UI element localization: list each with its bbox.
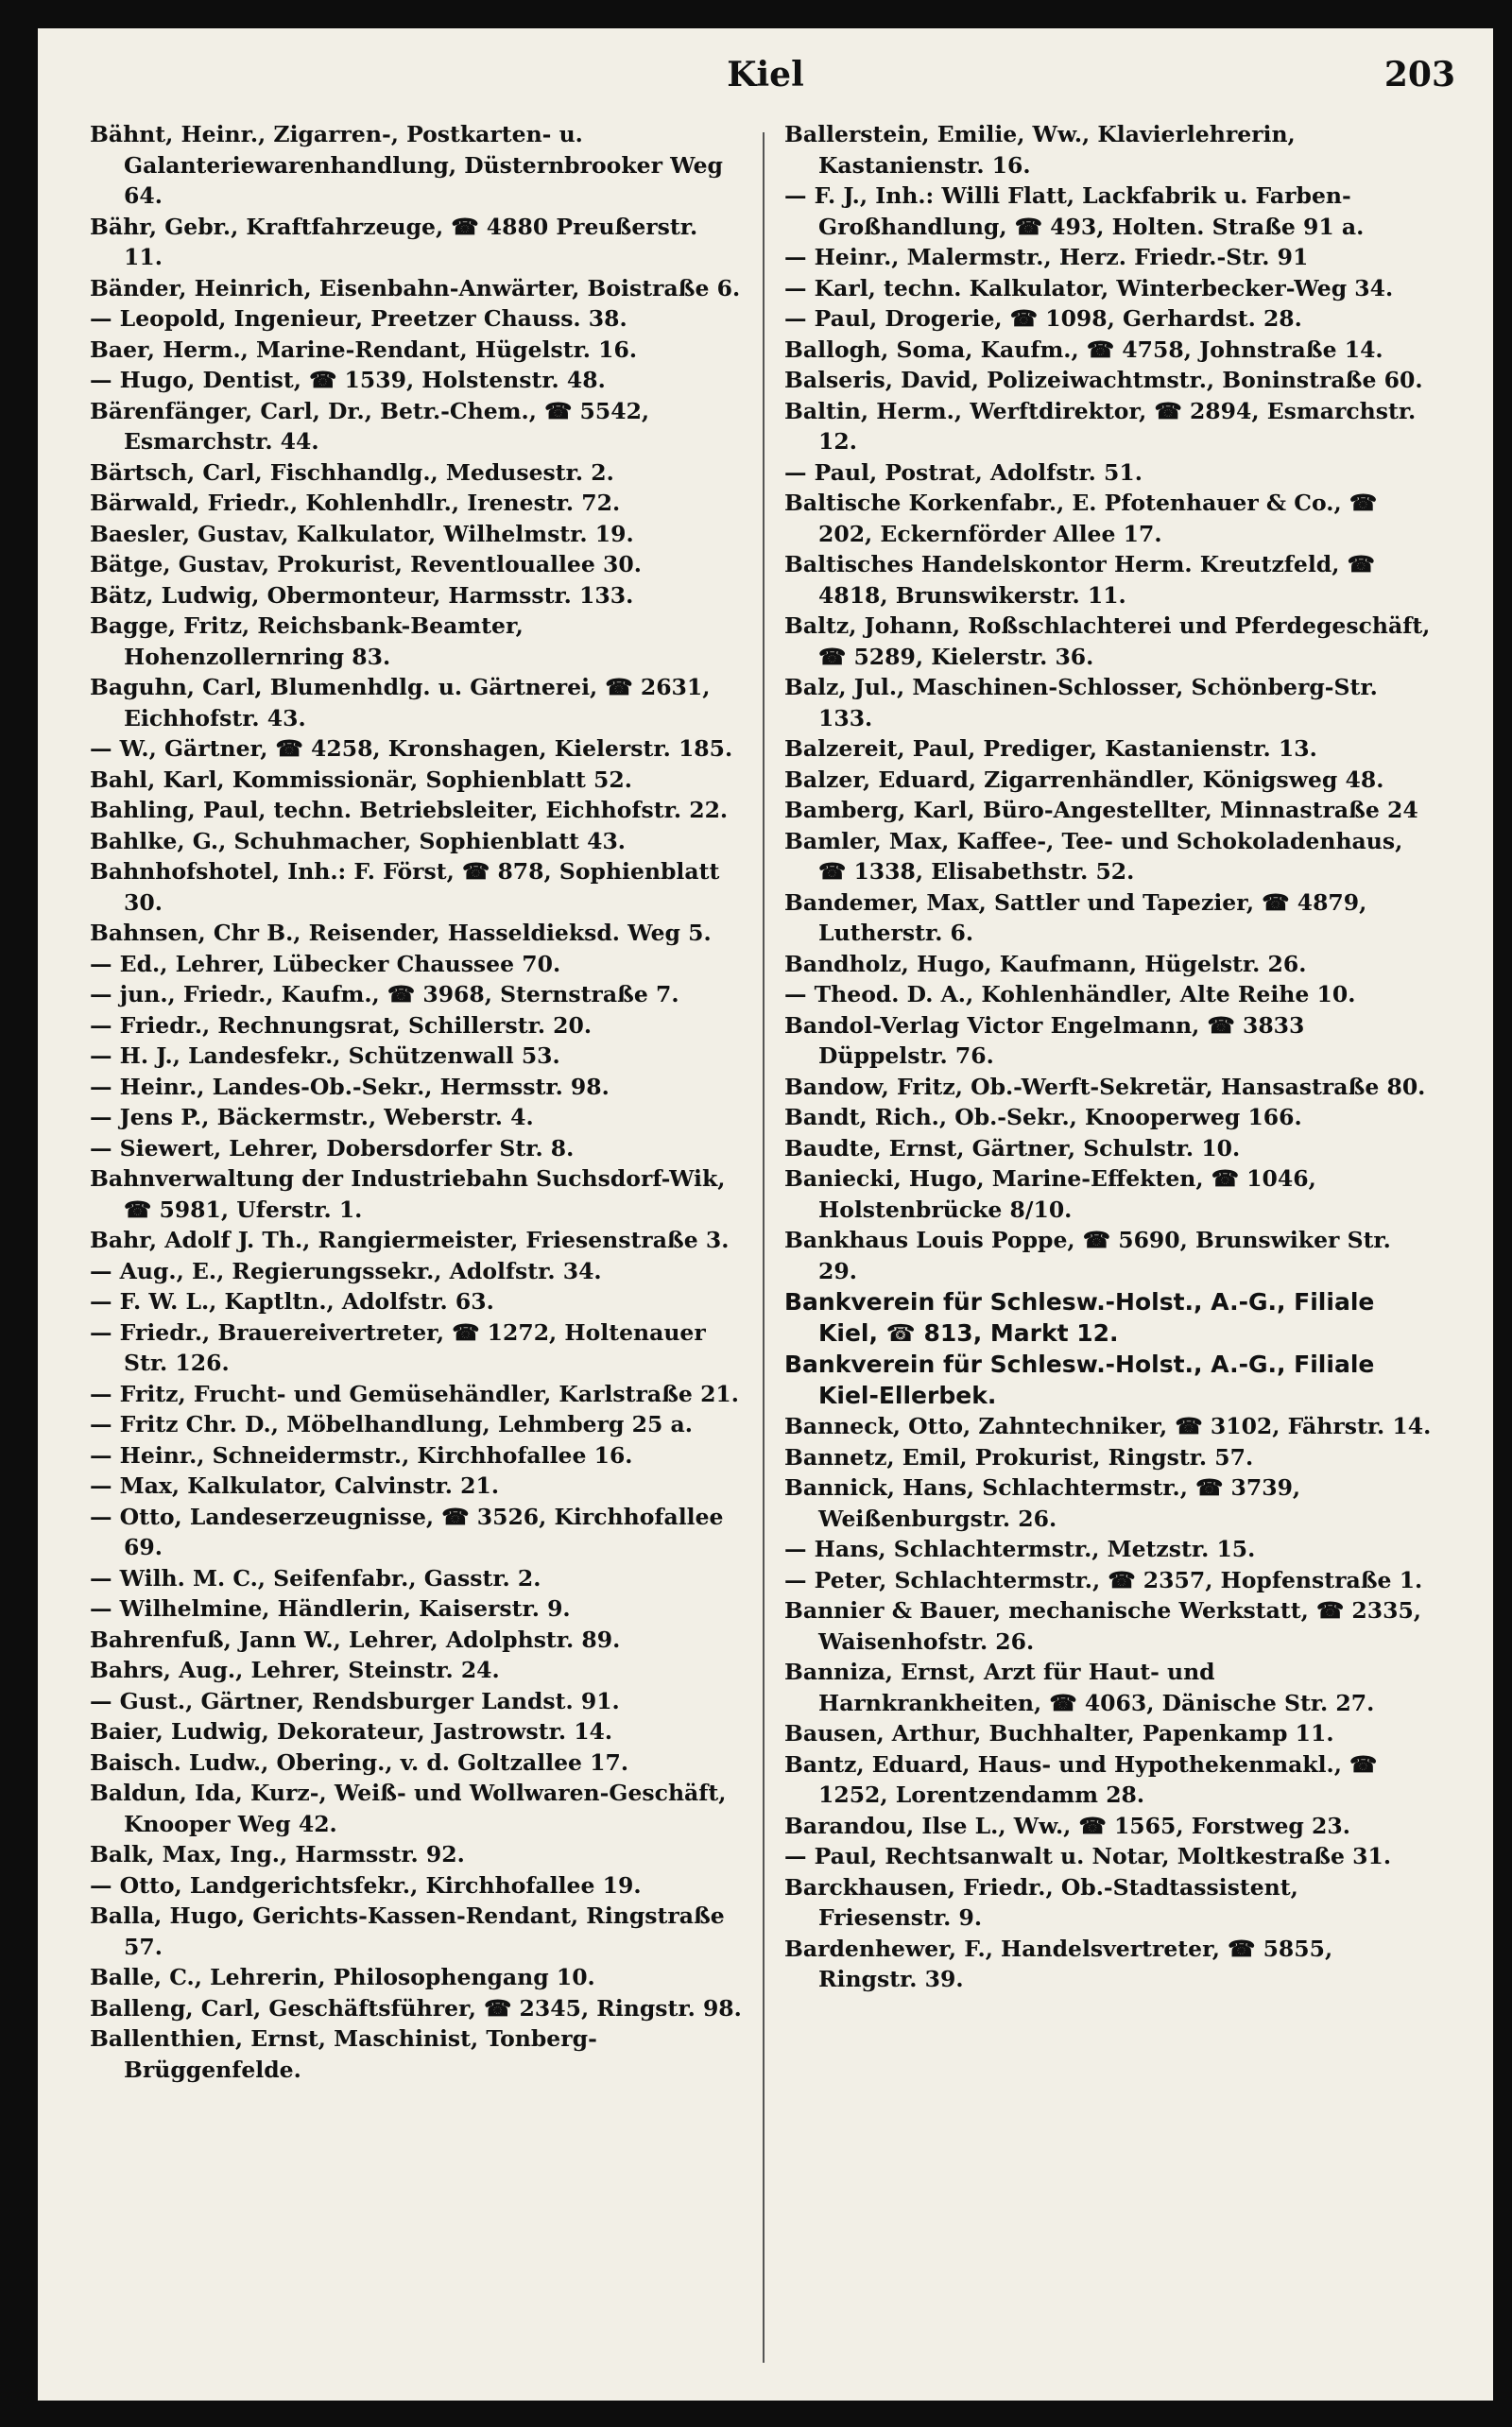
directory-entry: — Otto, Landgerichtsfekr., Kirchhofallee 19.: [90, 1871, 642, 1899]
bank-entry: Bankverein für Schlesw.-Holst., A.-G., Filiale Kiel-Ellerbek.: [784, 1351, 1375, 1409]
directory-entry: — Leopold, Ingenieur, Preetzer Chauss. 38.: [90, 305, 627, 332]
left-column: [90, 119, 742, 2368]
directory-entry: — Fritz Chr. D., Möbelhandlung, Lehmberg 25 a.: [90, 1411, 693, 1437]
directory-entry: Baesler, Gustav, Kalkulator, Wilhelmstr. 19.: [90, 520, 634, 547]
directory-entry: — Ed., Lehrer, Lübecker Chaussee 70.: [90, 950, 561, 977]
directory-entry: Bärtsch, Carl, Fischhandlg., Medusestr. 2.: [90, 458, 614, 486]
directory-entry: Baltin, Herm., Werftdirektor, ☎ 2894, Esmarchstr. 12.: [784, 397, 1417, 455]
directory-entry: — Otto, Landeserzeugnisse, ☎ 3526, Kirchhofallee 69.: [90, 1503, 724, 1560]
directory-entry: Bahnhofshotel, Inh.: F. Först, ☎ 878, Sophienblatt 30.: [90, 858, 720, 916]
directory-entry: Bandholz, Hugo, Kaufmann, Hügelstr. 26.: [784, 950, 1307, 977]
column-divider: [763, 132, 765, 2363]
directory-entry: — Peter, Schlachtermstr., ☎ 2357, Hopfenstraße 1.: [784, 1566, 1423, 1593]
directory-entry: Banneck, Otto, Zahntechniker, ☎ 3102, Fährstr. 14.: [784, 1413, 1432, 1439]
directory-entry: — Theod. D. A., Kohlenhändler, Alte Reihe 10.: [784, 981, 1356, 1007]
directory-entry: Bahling, Paul, techn. Betriebsleiter, Eichhofstr. 22.: [90, 797, 729, 823]
directory-entry: — Wilhelmine, Händlerin, Kaiserstr. 9.: [90, 1595, 571, 1622]
directory-entry: Bärenfänger, Carl, Dr., Betr.-Chem., ☎ 5542, Esmarchstr. 44.: [90, 397, 650, 455]
directory-entry: Bahnverwaltung der Industriebahn Suchsdorf-Wik, ☎ 5981, Uferstr. 1.: [90, 1165, 726, 1223]
directory-entry: — H. J., Landesfekr., Schützenwall 53.: [90, 1042, 560, 1069]
directory-entry: Balz, Jul., Maschinen-Schlosser, Schönberg-Str. 133.: [784, 674, 1378, 732]
directory-entry: — Karl, techn. Kalkulator, Winterbecker-Weg 34.: [784, 274, 1394, 301]
directory-entry: Bähr, Gebr., Kraftfahrzeuge, ☎ 4880 Preußerstr. 11.: [90, 213, 698, 270]
directory-entry: Bähnt, Heinr., Zigarren-, Postkarten- u. Galanteriewarenhandlung, Düsternbrooker Weg 64.: [90, 121, 723, 209]
directory-entry: — Paul, Rechtsanwalt u. Notar, Moltkestraße 31.: [784, 1843, 1392, 1869]
directory-entry: Bänder, Heinrich, Eisenbahn-Anwärter, Boistraße 6.: [90, 274, 741, 301]
directory-entry: Balleng, Carl, Geschäftsführer, ☎ 2345, Ringstr. 98.: [90, 1994, 742, 2022]
directory-entry: Ballerstein, Emilie, Ww., Klavierlehrerin, Kastanienstr. 16.: [784, 121, 1296, 179]
directory-entry: Bandt, Rich., Ob.-Sekr., Knooperweg 166.: [784, 1104, 1302, 1130]
directory-entry: — Wilh. M. C., Seifenfabr., Gasstr. 2.: [90, 1564, 541, 1592]
directory-entry: Baltz, Johann, Roßschlachterei und Pferdegeschäft, ☎ 5289, Kielerstr. 36.: [784, 612, 1431, 670]
directory-entry: — Aug., E., Regierungssekr., Adolfstr. 34.: [90, 1257, 602, 1284]
directory-entry: — Friedr., Rechnungsrat, Schillerstr. 20.: [90, 1011, 593, 1039]
directory-entry: Baier, Ludwig, Dekorateur, Jastrowstr. 14.: [90, 1718, 613, 1745]
directory-entry: Bätz, Ludwig, Obermonteur, Harmsstr. 133.: [90, 581, 634, 609]
directory-entry: — W., Gärtner, ☎ 4258, Kronshagen, Kielerstr. 185.: [90, 735, 733, 762]
directory-entry: — Max, Kalkulator, Calvinstr. 21.: [90, 1472, 500, 1499]
directory-entry: Bärwald, Friedr., Kohlenhdlr., Irenestr. 72.: [90, 490, 621, 516]
directory-entry: Bannetz, Emil, Prokurist, Ringstr. 57.: [784, 1443, 1254, 1471]
directory-entry: Bantz, Eduard, Haus- und Hypothekenmakl., ☎ 1252, Lorentzendamm 28.: [784, 1750, 1378, 1808]
directory-entry: Balzer, Eduard, Zigarrenhändler, Königsweg 48.: [784, 766, 1384, 793]
directory-entry: Barandou, Ilse L., Ww., ☎ 1565, Forstweg 23.: [784, 1812, 1350, 1839]
directory-entry: Bankhaus Louis Poppe, ☎ 5690, Brunswiker Str. 29.: [784, 1227, 1391, 1284]
right-column: [784, 119, 1436, 2368]
directory-entry: — F. J., Inh.: Willi Flatt, Lackfabrik u. Farben-Großhandlung, ☎ 493, Holten. Straße 91 a.: [784, 182, 1365, 240]
directory-entry: — Paul, Drogerie, ☎ 1098, Gerhardst. 28.: [784, 305, 1302, 332]
directory-entry: Baudte, Ernst, Gärtner, Schulstr. 10.: [784, 1134, 1241, 1162]
directory-entry: Balzereit, Paul, Prediger, Kastanienstr. 13.: [784, 735, 1317, 762]
directory-entry: — Heinr., Schneidermstr., Kirchhofallee 16.: [90, 1441, 633, 1469]
directory-entry: Bahnsen, Chr B., Reisender, Hasseldieksd. Weg 5.: [90, 920, 712, 946]
directory-entry: Banniza, Ernst, Arzt für Haut- und Harnkrankheiten, ☎ 4063, Dänische Str. 27.: [784, 1659, 1375, 1716]
page-header: [38, 47, 1493, 104]
directory-entry: — Gust., Gärtner, Rendsburger Landst. 91.: [90, 1687, 620, 1714]
directory-entry: Balle, C., Lehrerin, Philosophengang 10.: [90, 1964, 595, 1990]
directory-entry: — Hans, Schlachtermstr., Metzstr. 15.: [784, 1536, 1256, 1562]
directory-entry: — jun., Friedr., Kaufm., ☎ 3968, Sternstraße 7.: [90, 981, 679, 1007]
directory-entry: — Hugo, Dentist, ☎ 1539, Holstenstr. 48.: [90, 367, 606, 393]
directory-entry: Bahlke, G., Schuhmacher, Sophienblatt 43.: [90, 827, 626, 854]
directory-entry: Bamler, Max, Kaffee-, Tee- und Schokoladenhaus, ☎ 1338, Elisabethstr. 52.: [784, 827, 1403, 885]
bank-entry: Bankverein für Schlesw.-Holst., A.-G., Filiale Kiel, ☎ 813, Markt 12.: [784, 1288, 1375, 1347]
directory-entry: Baisch. Ludw., Obering., v. d. Goltzallee 17.: [90, 1748, 629, 1776]
directory-entry: Bätge, Gustav, Prokurist, Reventlouallee 30.: [90, 551, 642, 577]
directory-entry: — Paul, Postrat, Adolfstr. 51.: [784, 458, 1143, 486]
directory-entry: Ballogh, Soma, Kaufm., ☎ 4758, Johnstraße 14.: [784, 336, 1383, 363]
directory-entry: Bardenhewer, F., Handelsvertreter, ☎ 5855, Ringstr. 39.: [784, 1935, 1333, 1992]
directory-entry: Bamberg, Karl, Büro-Angestellter, Minnastraße 24: [784, 797, 1418, 823]
page-number: 203: [1383, 55, 1455, 95]
directory-entry: Baltisches Handelskontor Herm. Kreutzfeld, ☎ 4818, Brunswikerstr. 11.: [784, 551, 1375, 609]
directory-entry: Baldun, Ida, Kurz-, Weiß- und Wollwaren-Geschäft, Knooper Weg 42.: [90, 1780, 727, 1837]
directory-entry: Baguhn, Carl, Blumenhdlg. u. Gärtnerei, ☎ 2631, Eichhofstr. 43.: [90, 674, 711, 732]
directory-entry: Bahrs, Aug., Lehrer, Steinstr. 24.: [90, 1657, 500, 1683]
directory-entry: Bandow, Fritz, Ob.-Werft-Sekretär, Hansastraße 80.: [784, 1073, 1426, 1100]
directory-entry: Bahl, Karl, Kommissionär, Sophienblatt 52.: [90, 766, 632, 793]
directory-entry: — Jens P., Bäckermstr., Weberstr. 4.: [90, 1104, 534, 1130]
directory-page: [38, 28, 1493, 2401]
directory-entry: Bandemer, Max, Sattler und Tapezier, ☎ 4879, Lutherstr. 6.: [784, 888, 1367, 946]
directory-entry: Balk, Max, Ing., Harmsstr. 92.: [90, 1841, 465, 1868]
running-title: Kiel: [727, 55, 804, 95]
directory-entry: — Heinr., Malermstr., Herz. Friedr.-Str. 91: [784, 244, 1309, 270]
directory-entry: Ballenthien, Ernst, Maschinist, Tonberg-Brüggenfelde.: [90, 2025, 597, 2083]
directory-entry: Bahrenfuß, Jann W., Lehrer, Adolphstr. 89.: [90, 1626, 621, 1653]
directory-entry: Bandol-Verlag Victor Engelmann, ☎ 3833 Düppelstr. 76.: [784, 1011, 1305, 1069]
directory-entry: — F. W. L., Kaptltn., Adolfstr. 63.: [90, 1288, 494, 1315]
directory-entry: Barckhausen, Friedr., Ob.-Stadtassistent, Friesenstr. 9.: [784, 1873, 1298, 1931]
directory-entry: Bannick, Hans, Schlachtermstr., ☎ 3739, Weißenburgstr. 26.: [784, 1474, 1301, 1532]
directory-entry: Balla, Hugo, Gerichts-Kassen-Rendant, Ringstraße 57.: [90, 1902, 725, 1960]
directory-entry: Bausen, Arthur, Buchhalter, Papenkamp 11.: [784, 1720, 1334, 1747]
directory-entry: Bahr, Adolf J. Th., Rangiermeister, Friesenstraße 3.: [90, 1227, 730, 1253]
directory-entry: — Heinr., Landes-Ob.-Sekr., Hermsstr. 98.: [90, 1073, 610, 1100]
directory-entry: Bagge, Fritz, Reichsbank-Beamter, Hohenzollernring 83.: [90, 612, 524, 670]
directory-entry: Baltische Korkenfabr., E. Pfotenhauer & Co., ☎ 202, Eckernförder Allee 17.: [784, 490, 1378, 547]
directory-entry: — Siewert, Lehrer, Dobersdorfer Str. 8.: [90, 1134, 575, 1162]
directory-entry: — Friedr., Brauereivertreter, ☎ 1272, Holtenauer Str. 126.: [90, 1318, 706, 1376]
directory-entry: Bannier & Bauer, mechanische Werkstatt, ☎ 2335, Waisenhofstr. 26.: [784, 1597, 1421, 1655]
directory-entry: — Fritz, Frucht- und Gemüsehändler, Karlstraße 21.: [90, 1380, 739, 1407]
directory-entry: Baniecki, Hugo, Marine-Effekten, ☎ 1046, Holstenbrücke 8/10.: [784, 1165, 1316, 1223]
directory-entry: Balseris, David, Polizeiwachtmstr., Boninstraße 60.: [784, 367, 1423, 393]
directory-entry: Baer, Herm., Marine-Rendant, Hügelstr. 16.: [90, 336, 638, 363]
